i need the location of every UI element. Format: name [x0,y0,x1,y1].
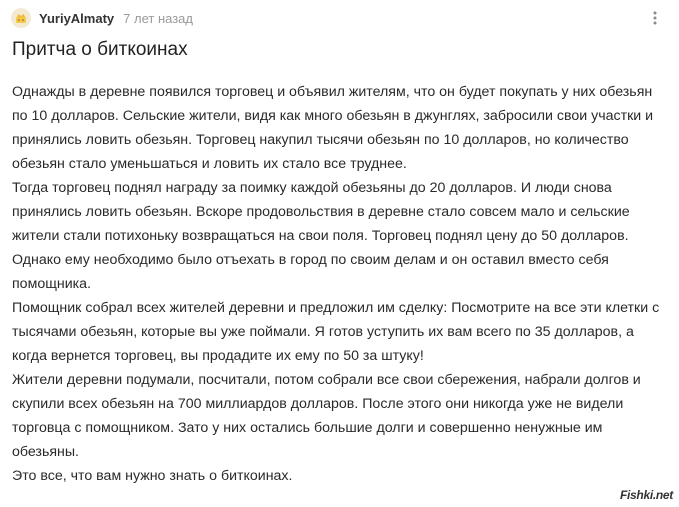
post-paragraph: Тогда торговец поднял награду за поимку каждой обезьяны до 20 долларов. И люди снова принялись ловить обезьян. Вскоре продовольствия в деревне стало совсем мало и сельские жители стали потихоньку возвращаться на свои поля. Торговец поднял цену до 50 долларов. Однако ему необходимо было отъехать в город по своим делам и он оставил вместо себя помощника. [12,180,630,292]
more-vertical-icon [653,11,657,25]
post-header [11,6,667,30]
post-paragraph: Жители деревни подумали, посчитали, потом собрали все свои сбережения, набрали долгов и скупили всех обезьян на 700 миллиардов долларов. После этого они никогда уже не видели торговца с помощником. Зато у них остались большие долги и совершенно ненужные им обезьяны. [12,372,641,460]
post-paragraph: Это все, что вам нужно знать о биткоинах. [12,468,293,484]
more-options-button[interactable] [643,8,667,28]
author-name[interactable]: YuriyAlmaty [39,10,115,26]
post-title: Притча о биткоинах [12,39,188,60]
avatar[interactable] [11,8,31,28]
post-paragraph: Помощник собрал всех жителей деревни и предложил им сделку: Посмотрите на все эти клетки с тысячами обезьян, которые вы уже поймали. Я готов уступить их вам всего по 35 долларов, а когда вернется торговец, вы продадите их ему по 50 за штуку! [12,300,660,364]
post-timestamp: 7 лет назад [123,10,193,26]
watermark: Fishki.net [619,488,673,502]
post-body [12,80,668,488]
avatar-icon [13,10,29,26]
post-paragraph: Однажды в деревне появился торговец и объявил жителям, что он будет покупать у них обезьян по 10 долларов. Сельские жители, видя как много обезьян в джунглях, забросили свои участки и принялись ловить обезьян. Торговец накупил тысячи обезьян по 10 долларов, но количество обезьян стало уменьшаться и ловить их стало все труднее. [12,84,654,172]
